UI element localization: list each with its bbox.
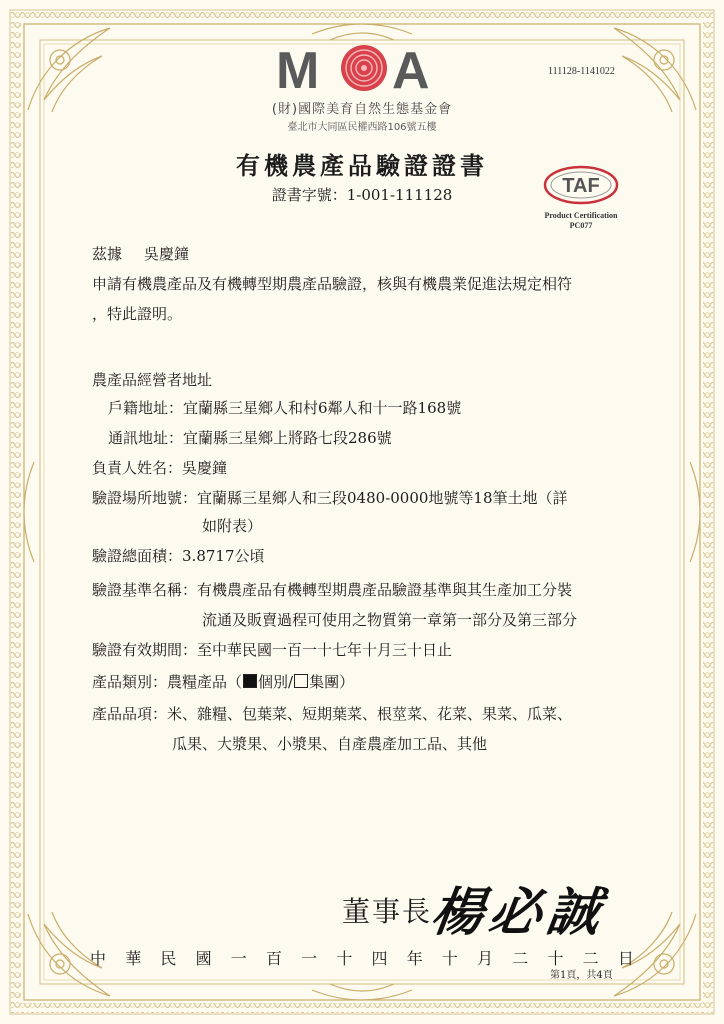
- svg-text:A: A: [392, 42, 430, 96]
- standard-label: 驗證基準名稱：: [92, 581, 198, 599]
- items-row: [92, 704, 572, 724]
- chairman-title: 董事長: [342, 895, 433, 928]
- svg-text:M: M: [276, 42, 320, 96]
- sun-icon: [341, 45, 387, 91]
- category-row: [92, 672, 354, 692]
- date-char: 月: [477, 949, 494, 968]
- items-label: 產品品項：: [92, 705, 168, 723]
- cert-no-label: 證書字號：: [271, 186, 347, 204]
- date-char: 華: [125, 949, 142, 968]
- items-line2: 瓜果、大漿果、小漿果、自產農產加工品、其他: [172, 735, 488, 753]
- date-char: 十: [441, 949, 458, 968]
- operator-address-heading: 農產品經營者地址: [92, 371, 213, 389]
- category-option-individual: 個別/: [258, 673, 294, 691]
- statement-line-2: ，特此證明。: [92, 305, 183, 323]
- cert-no-value: 1-001-111128: [346, 186, 453, 204]
- area-label: 驗證總面積：: [92, 547, 183, 565]
- standard-value-line1: 有機農產品有機轉型期農產品驗證基準與其生產加工分裝: [197, 581, 573, 599]
- group-checkbox-unchecked: [294, 674, 308, 688]
- household-address-label: 戶籍地址：: [108, 399, 184, 417]
- taf-caption-line1: Product Certification: [544, 211, 618, 220]
- category-option-group: 集團）: [309, 673, 355, 691]
- applicant-name: 吳慶鐘: [144, 245, 190, 263]
- date-char: 二: [582, 949, 599, 968]
- site-label: 驗證場所地號：: [92, 489, 198, 507]
- moa-logo-graphic: [272, 40, 452, 96]
- standard-value-line2: 流通及販賣過程可使用之物質第一章第一部分及第三部分: [202, 611, 578, 629]
- date-char: 十: [547, 949, 564, 968]
- validity-label: 驗證有效期間：: [92, 641, 198, 659]
- grant-label: 茲據: [92, 245, 123, 263]
- category-label: 產品類別：: [92, 673, 168, 691]
- validity-row: [92, 640, 452, 660]
- category-value: 農糧產品（: [167, 673, 243, 691]
- taf-logo-icon: [541, 163, 621, 207]
- validity-value: 至中華民國一百一十七年十月三十日止: [197, 641, 453, 659]
- area-value: 3.8717公頃: [182, 547, 265, 565]
- svg-text:TAF: TAF: [562, 175, 600, 197]
- site-row: [92, 488, 568, 508]
- page-number: 第1頁，共4頁: [550, 970, 613, 981]
- grant-line: [92, 244, 189, 264]
- responsible-person-row: [92, 458, 227, 478]
- statement-line-1: 申請有機農產品及有機轉型期農產品驗證，核與有機農業促進法規定相符: [92, 275, 573, 293]
- date-char: 四: [371, 949, 388, 968]
- chairman-signature-block: [336, 870, 656, 943]
- serial-number: 111128-1141022: [548, 66, 615, 77]
- responsible-person-label: 負責人姓名：: [92, 459, 183, 477]
- date-char: 一: [230, 949, 247, 968]
- mailing-address-row: [108, 428, 392, 448]
- date-char: 百: [265, 949, 282, 968]
- date-char: 年: [406, 949, 423, 968]
- date-char: 民: [160, 949, 177, 968]
- site-value-line2: 如附表）: [202, 517, 263, 535]
- certificate-title: 有機農產品驗證證書: [236, 151, 488, 180]
- household-address-row: [108, 398, 461, 418]
- date-char: 國: [195, 949, 212, 968]
- site-value-line1: 宜蘭縣三星鄉人和三段0480-0000地號等18筆土地（詳: [197, 489, 568, 507]
- date-char: 十: [336, 949, 353, 968]
- date-char: 中: [90, 949, 107, 968]
- mailing-address-label: 通訊地址：: [108, 429, 184, 447]
- household-address-value: 宜蘭縣三星鄉人和村6鄰人和十一路168號: [183, 399, 462, 417]
- date-char: 一: [301, 949, 318, 968]
- foundation-name: (財)國際美育自然生態基金會: [271, 102, 453, 117]
- chairman-signature: 楊必誠: [427, 882, 610, 943]
- taf-accreditation-mark: [535, 163, 627, 231]
- moa-logo: [0, 40, 724, 96]
- mailing-address-value: 宜蘭縣三星鄉上將路七段286號: [183, 429, 392, 447]
- area-row: [92, 546, 265, 566]
- standard-row: [92, 580, 572, 600]
- date-char: 二: [512, 949, 529, 968]
- date-char: 日: [617, 949, 634, 968]
- individual-checkbox-checked: [243, 674, 257, 688]
- foundation-address: 臺北市大同區民權西路106號五樓: [287, 122, 437, 133]
- items-line1: 米、雜糧、包葉菜、短期葉菜、根莖菜、花菜、果菜、瓜菜、: [167, 705, 573, 723]
- taf-caption-line2: PC077: [569, 221, 593, 230]
- responsible-person-value: 吳慶鐘: [182, 459, 228, 477]
